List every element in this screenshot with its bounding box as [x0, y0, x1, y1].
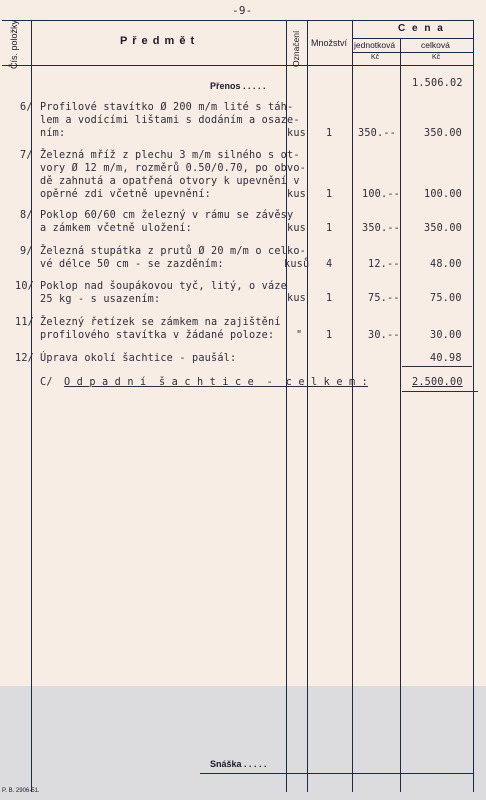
rule-marking-right	[307, 20, 308, 792]
item-total: 30.00	[430, 330, 462, 341]
item-quantity: 1	[326, 223, 333, 234]
item-text-line: Profilové stavítko Ø 200 m/m lité s táh-	[40, 102, 294, 113]
item-quantity: 1	[326, 189, 333, 200]
item-quantity: 1	[326, 128, 333, 139]
item-text-line: Železná stupátka z prutů Ø 20 m/m o celko-	[40, 246, 307, 257]
rule-quantity-right	[352, 686, 353, 792]
summary-label: O d p a d n í š a c h t i c e - c e l k e m :	[64, 377, 369, 388]
header-quantity: Množství	[311, 38, 348, 48]
item-unit: kus	[287, 223, 307, 234]
summary-prefix: C/	[40, 377, 53, 388]
item-unit: kus	[287, 189, 307, 200]
header-unit-price: jednotková	[354, 40, 396, 50]
item-total: 40.98	[430, 353, 462, 364]
rule-right-border	[473, 686, 474, 792]
item-number: 11/	[15, 317, 35, 328]
item-quantity: 1	[326, 330, 333, 341]
rule-top	[2, 20, 474, 21]
rule-left-border	[31, 686, 32, 792]
scan-shadow	[0, 686, 486, 800]
header-marking: Označení	[291, 30, 301, 67]
item-unit-price: 12.--	[368, 259, 400, 270]
summary-double-rule	[402, 391, 478, 392]
item-unit: kus	[287, 128, 307, 139]
header-price: C e n a	[398, 23, 445, 34]
sum-rule	[402, 366, 472, 367]
item-text-line: lem a vodícími lištami s dodáním a osaze-	[40, 115, 300, 126]
item-text-line: opěrné zdi včetně upevnění:	[40, 189, 212, 200]
rule-left-border	[31, 20, 32, 792]
rule-subject-right	[286, 686, 287, 792]
item-number: 7/	[20, 150, 33, 161]
item-quantity: 4	[326, 259, 333, 270]
print-code: P. B. 2906-51.	[2, 788, 40, 794]
item-unit-price: 350.--	[362, 223, 401, 234]
rule-unit-right	[400, 686, 401, 792]
item-unit: "	[296, 330, 303, 341]
item-text-line: dě zahnutá a opatřená otvory k upevnění v	[40, 176, 300, 187]
item-unit-price: 30.--	[368, 330, 400, 341]
summary-total: 2.500.00	[412, 377, 463, 388]
item-unit: kusů	[284, 259, 310, 270]
header-subject: P ř e d m ě t	[120, 35, 196, 47]
item-total: 350.00	[424, 128, 463, 139]
item-text-line: Poklop nad šoupákovou tyč, litý, o váze	[40, 281, 288, 292]
item-text-line: Úprava okolí šachtice - paušál:	[40, 353, 237, 364]
item-text-line: Poklop 60/60 cm železný v rámu se závěsy	[40, 210, 294, 221]
item-text-line: ním:	[40, 128, 66, 139]
header-item-number: Čís. položky	[9, 19, 19, 69]
item-number: 6/	[20, 102, 33, 113]
item-text-line: Železný řetízek se zámkem na zajištění	[40, 317, 281, 328]
rule-currency-split	[352, 52, 474, 53]
item-text-line: profilového stavítka v žádané poloze:	[40, 330, 275, 341]
rule-price-split	[352, 38, 474, 39]
item-unit-price: 100.--	[362, 189, 401, 200]
item-unit: kus	[287, 293, 307, 304]
rule-right-border	[473, 20, 474, 792]
item-text-line: vory Ø 12 m/m, rozměrů 0.50/0.70, po obvo-	[40, 163, 307, 174]
item-number: 10/	[15, 281, 35, 292]
header-currency-total: Kč	[432, 54, 441, 61]
rule-marking-right	[307, 686, 308, 792]
page-number: -9-	[232, 4, 253, 17]
item-total: 100.00	[424, 189, 463, 200]
item-unit-price: 75.--	[368, 293, 400, 304]
header-total-price: celková	[421, 40, 450, 50]
item-text-line: vé délce 50 cm - se zazděním:	[40, 259, 224, 270]
item-quantity: 1	[326, 293, 333, 304]
item-text-line: a zámkem včetně uložení:	[40, 223, 193, 234]
header-currency-unit: Kč	[371, 54, 380, 61]
rule-unit-right	[400, 38, 401, 792]
item-total: 75.00	[430, 293, 462, 304]
item-total: 350.00	[424, 223, 463, 234]
carry-over-amount: 1.506.02	[412, 78, 463, 89]
item-number: 8/	[20, 210, 33, 221]
rule-quantity-right	[352, 20, 353, 792]
rule-header-bottom	[2, 65, 474, 66]
rule-footer	[200, 773, 474, 774]
item-text-line: Železná mříž z plechu 3 m/m silného s ot-	[40, 150, 300, 161]
item-number: 9/	[20, 246, 33, 257]
item-text-line: 25 kg - s usazením:	[40, 294, 161, 305]
item-number: 12/	[15, 353, 35, 364]
carry-over-label: Přenos . . . . .	[210, 81, 266, 91]
footer-carry-label: Snáška . . . . .	[210, 759, 267, 769]
item-unit-price: 350.--	[358, 128, 397, 139]
item-total: 48.00	[430, 259, 462, 270]
